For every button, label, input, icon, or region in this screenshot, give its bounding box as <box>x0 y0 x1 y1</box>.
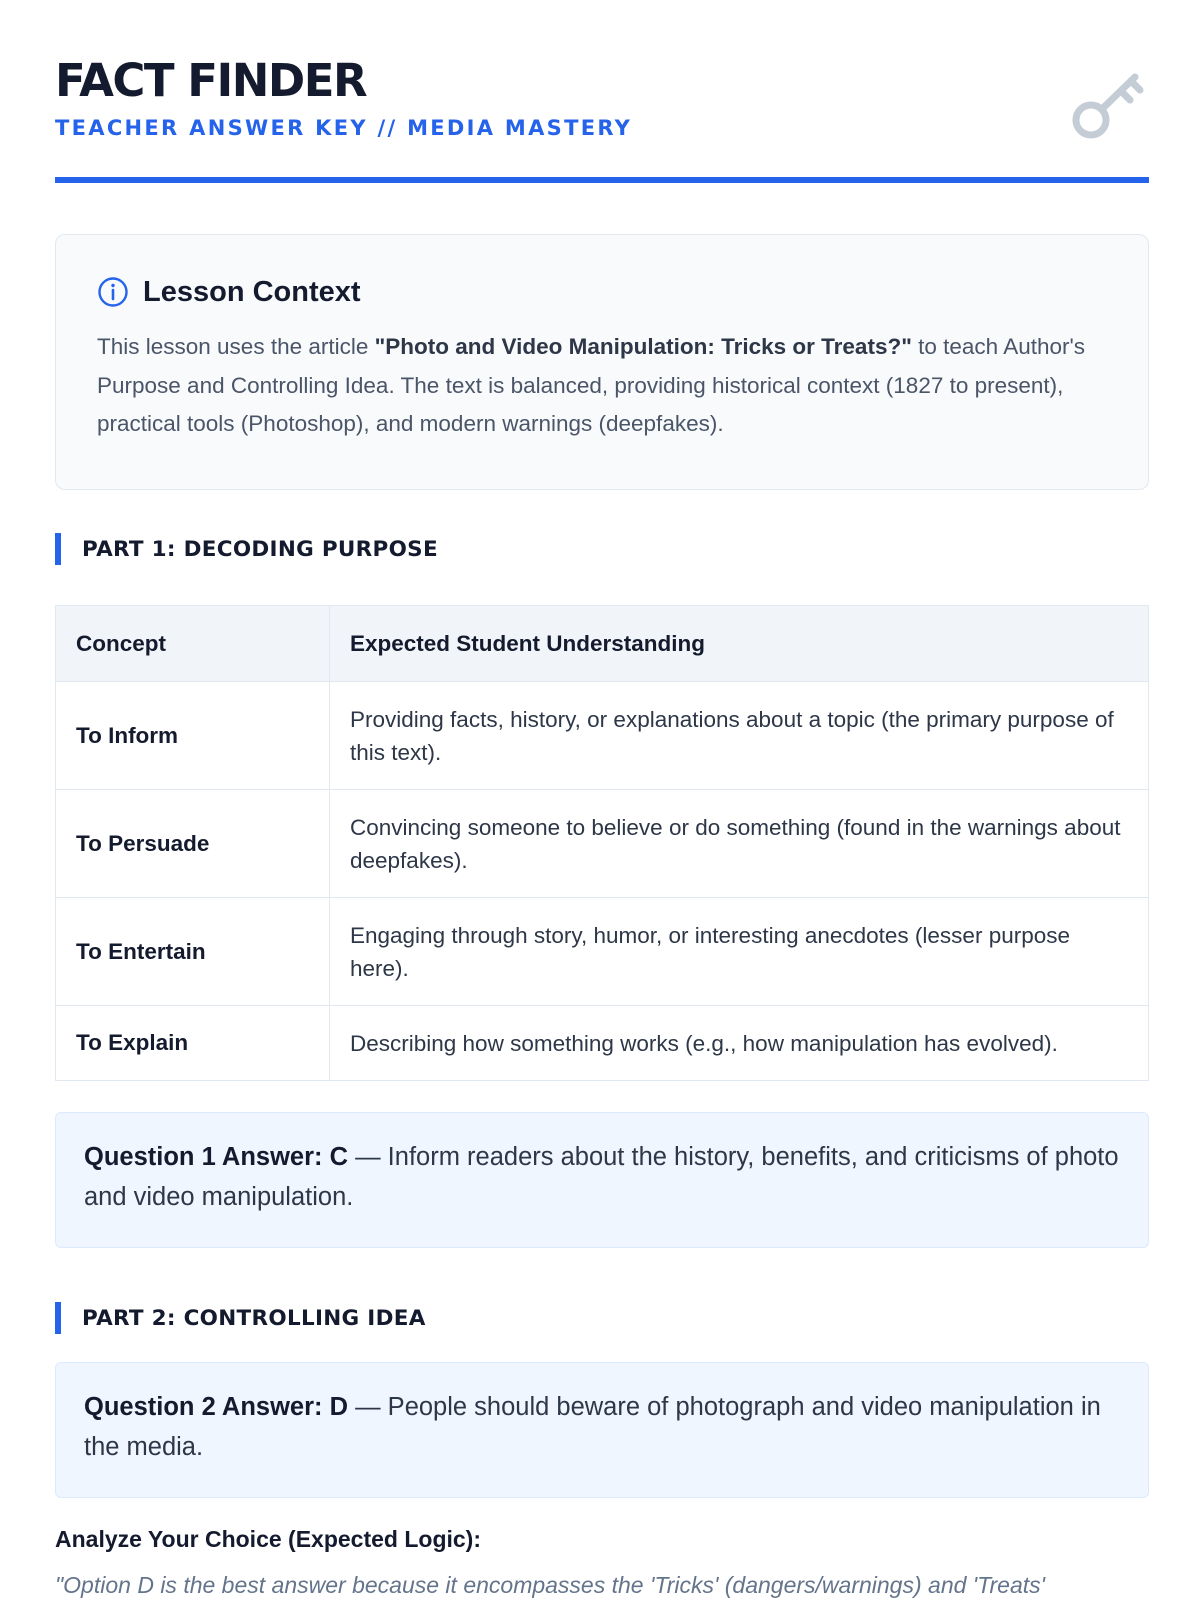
question2-answer-box <box>55 1362 1149 1498</box>
table-row <box>56 790 1149 898</box>
concept-cell: To Inform <box>56 682 330 790</box>
understanding-cell: Providing facts, history, or explanations about a topic (the primary purpose of this text). <box>330 682 1149 790</box>
answer-key-page <box>55 0 1149 1598</box>
understanding-cell: Engaging through story, humor, or interesting anecdotes (lesser purpose here). <box>330 898 1149 1006</box>
part1-heading: PART 1: DECODING PURPOSE <box>55 533 438 565</box>
question1-answer-text: — Inform readers about the history, benefits, and criticisms of photo and video manipulation. <box>84 1143 1119 1211</box>
table-row <box>56 682 1149 790</box>
concept-cell: To Persuade <box>56 790 330 898</box>
column-header-understanding: Expected Student Understanding <box>330 606 1149 682</box>
lesson-context-card <box>55 234 1149 490</box>
page-subtitle: TEACHER ANSWER KEY // MEDIA MASTERY <box>55 116 633 140</box>
lesson-context-title: Lesson Context <box>143 275 361 308</box>
analyze-choice-quote: "Option D is the best answer because it encompasses the 'Tricks' (dangers/warnings) and 'Treats' <box>55 1572 1046 1598</box>
table-row <box>56 1006 1149 1081</box>
purpose-table <box>55 605 1149 1081</box>
page-title: FACT FINDER <box>55 54 367 107</box>
question2-answer-label: Question 2 Answer: D <box>84 1393 349 1421</box>
concept-cell: To Entertain <box>56 898 330 1006</box>
key-icon <box>1069 70 1149 142</box>
part2-heading: PART 2: CONTROLLING IDEA <box>55 1302 426 1334</box>
concept-cell: To Explain <box>56 1006 330 1081</box>
info-icon <box>97 276 129 308</box>
question1-answer-box <box>55 1112 1149 1248</box>
table-row <box>56 898 1149 1006</box>
article-title: "Photo and Video Manipulation: Tricks or Treats?" <box>374 334 912 359</box>
understanding-cell: Describing how something works (e.g., how manipulation has evolved). <box>330 1006 1149 1081</box>
column-header-concept: Concept <box>56 606 330 682</box>
table-header-row <box>56 606 1149 682</box>
question2-answer-text: — People should beware of photograph and video manipulation in the media. <box>84 1393 1101 1461</box>
analyze-choice-label: Analyze Your Choice (Expected Logic): <box>55 1526 482 1552</box>
question1-answer-label: Question 1 Answer: C <box>84 1143 349 1171</box>
understanding-cell: Convincing someone to believe or do something (found in the warnings about deepfakes). <box>330 790 1149 898</box>
lesson-context-text: This lesson uses the article "Photo and Video Manipulation: Tricks or Treats?" to teach Author's Purpose and Controlling Idea. The text is balanced, providing historical context (1827 to present), practical tools (Photoshop), and modern warnings (deepfakes). <box>97 334 1086 436</box>
page-header <box>55 0 1149 183</box>
